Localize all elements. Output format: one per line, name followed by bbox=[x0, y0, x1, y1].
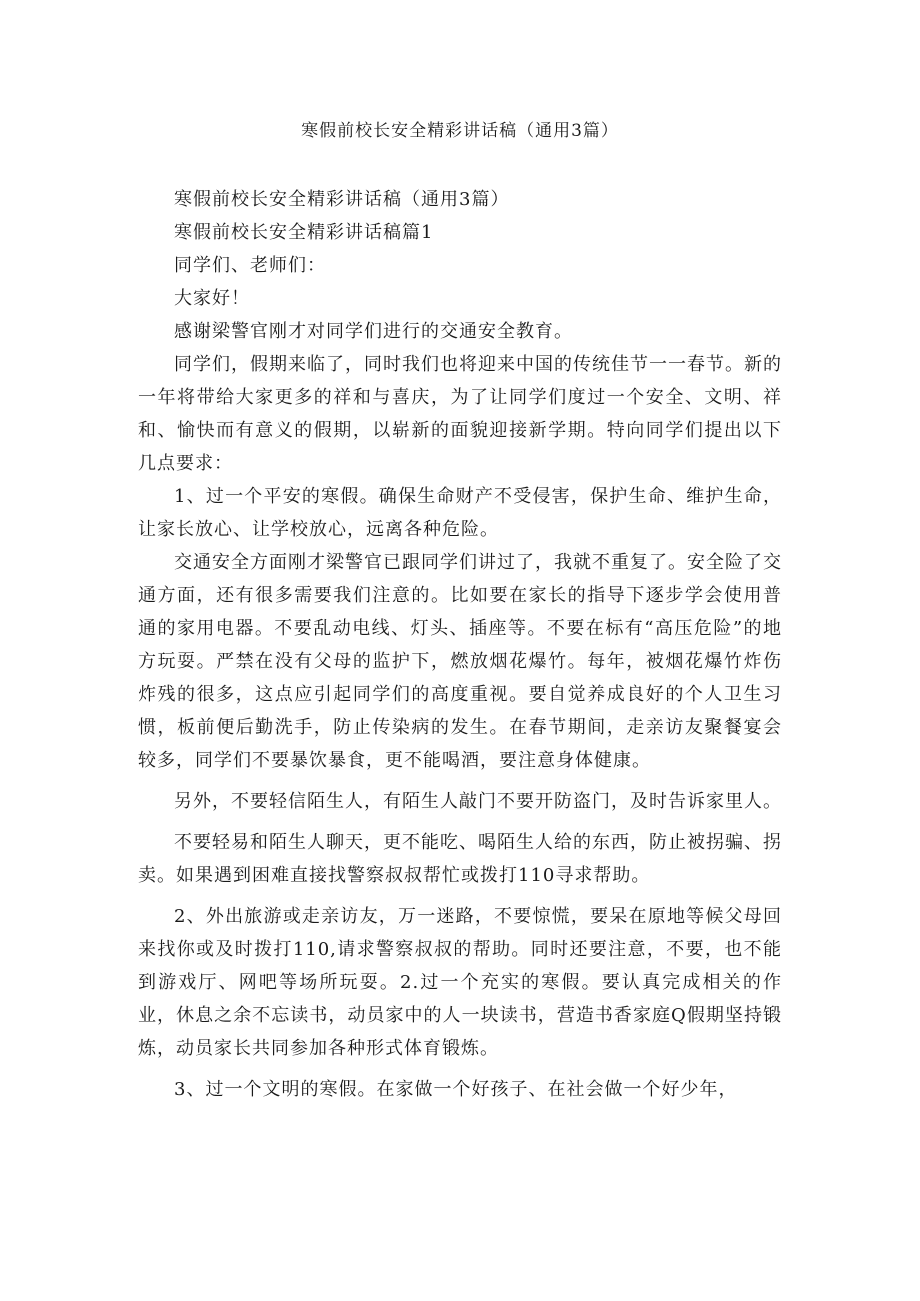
paragraph-greeting: 大家好！ bbox=[174, 288, 250, 309]
paragraph-salutation: 同学们、老师们： bbox=[174, 255, 326, 276]
paragraph-traffic-safety: 交通安全方面刚才梁警官已跟同学们讲过了，我就不重复了。安全险了交通方面，还有很多需要我们注意的。比如要在家长的指导下逐步学会使用普通的家用电器。不要乱动电线、灯头、插座等。不要在标有“高压危险”的地方玩耍。严禁在没有父母的监护下，燃放烟花爆竹。每年，被烟花爆竹炸伤炸残的很多，这点应引起同学们的高度重视。要自觉养成良好的个人卫生习惯，板前便后勤洗手，防止传染病的发生。在春节期间，走亲访友聚餐宴会较多，同学们不要暴饮暴食，更不能喝酒，要注意身体健康。 bbox=[138, 552, 782, 771]
paragraph-strangers: 另外，不要轻信陌生人，有陌生人敲门不要开防盗门，及时告诉家里人。 bbox=[174, 791, 782, 812]
paragraph-intro: 同学们，假期来临了，同时我们也将迎来中国的传统佳节一一春节。新的一年将带给大家更多的祥和与喜庆，为了让同学们度过一个安全、文明、祥和、愉快而有意义的假期，以崭新的面貌迎接新学期。特向同学们提出以下几点要求： bbox=[138, 354, 782, 474]
paragraph-subtitle: 寒假前校长安全精彩讲话稿（通用3篇） bbox=[174, 189, 510, 210]
paragraph-point-1: 1、过一个平安的寒假。确保生命财产不受侵害，保护生命、维护生命，让家长放心、让学校放心，远离各种危险。 bbox=[138, 486, 782, 540]
document-body bbox=[138, 183, 782, 1106]
paragraph-section-heading: 寒假前校长安全精彩讲话稿篇1 bbox=[174, 222, 434, 243]
paragraph-chatting: 不要轻易和陌生人聊天，更不能吃、喝陌生人给的东西，防止被拐骗、拐卖。如果遇到困难直接找警察叔叔帮忙或拨打110寻求帮助。 bbox=[138, 832, 782, 886]
paragraph-thanks: 感谢梁警官刚才对同学们进行的交通安全教育。 bbox=[174, 321, 573, 342]
paragraph-point-2: 2、外出旅游或走亲访友，万一迷路，不要惊慌，要呆在原地等候父母回来找你或及时拨打110,请求警察叔叔的帮助。同时还要注意，不要，也不能到游戏厅、网吧等场所玩耍。2.过一个充实的寒假。要认真完成相关的作业，休息之余不忘读书，动员家中的人一块读书，营造书香家庭Q假期坚持锻炼，动员家长共同参加各种形式体育锻炼。 bbox=[138, 906, 782, 1059]
document-title: 寒假前校长安全精彩讲话稿（通用3篇） bbox=[301, 121, 619, 141]
paragraph-point-3: 3、过一个文明的寒假。在家做一个好孩子、在社会做一个好少年， bbox=[174, 1079, 738, 1100]
